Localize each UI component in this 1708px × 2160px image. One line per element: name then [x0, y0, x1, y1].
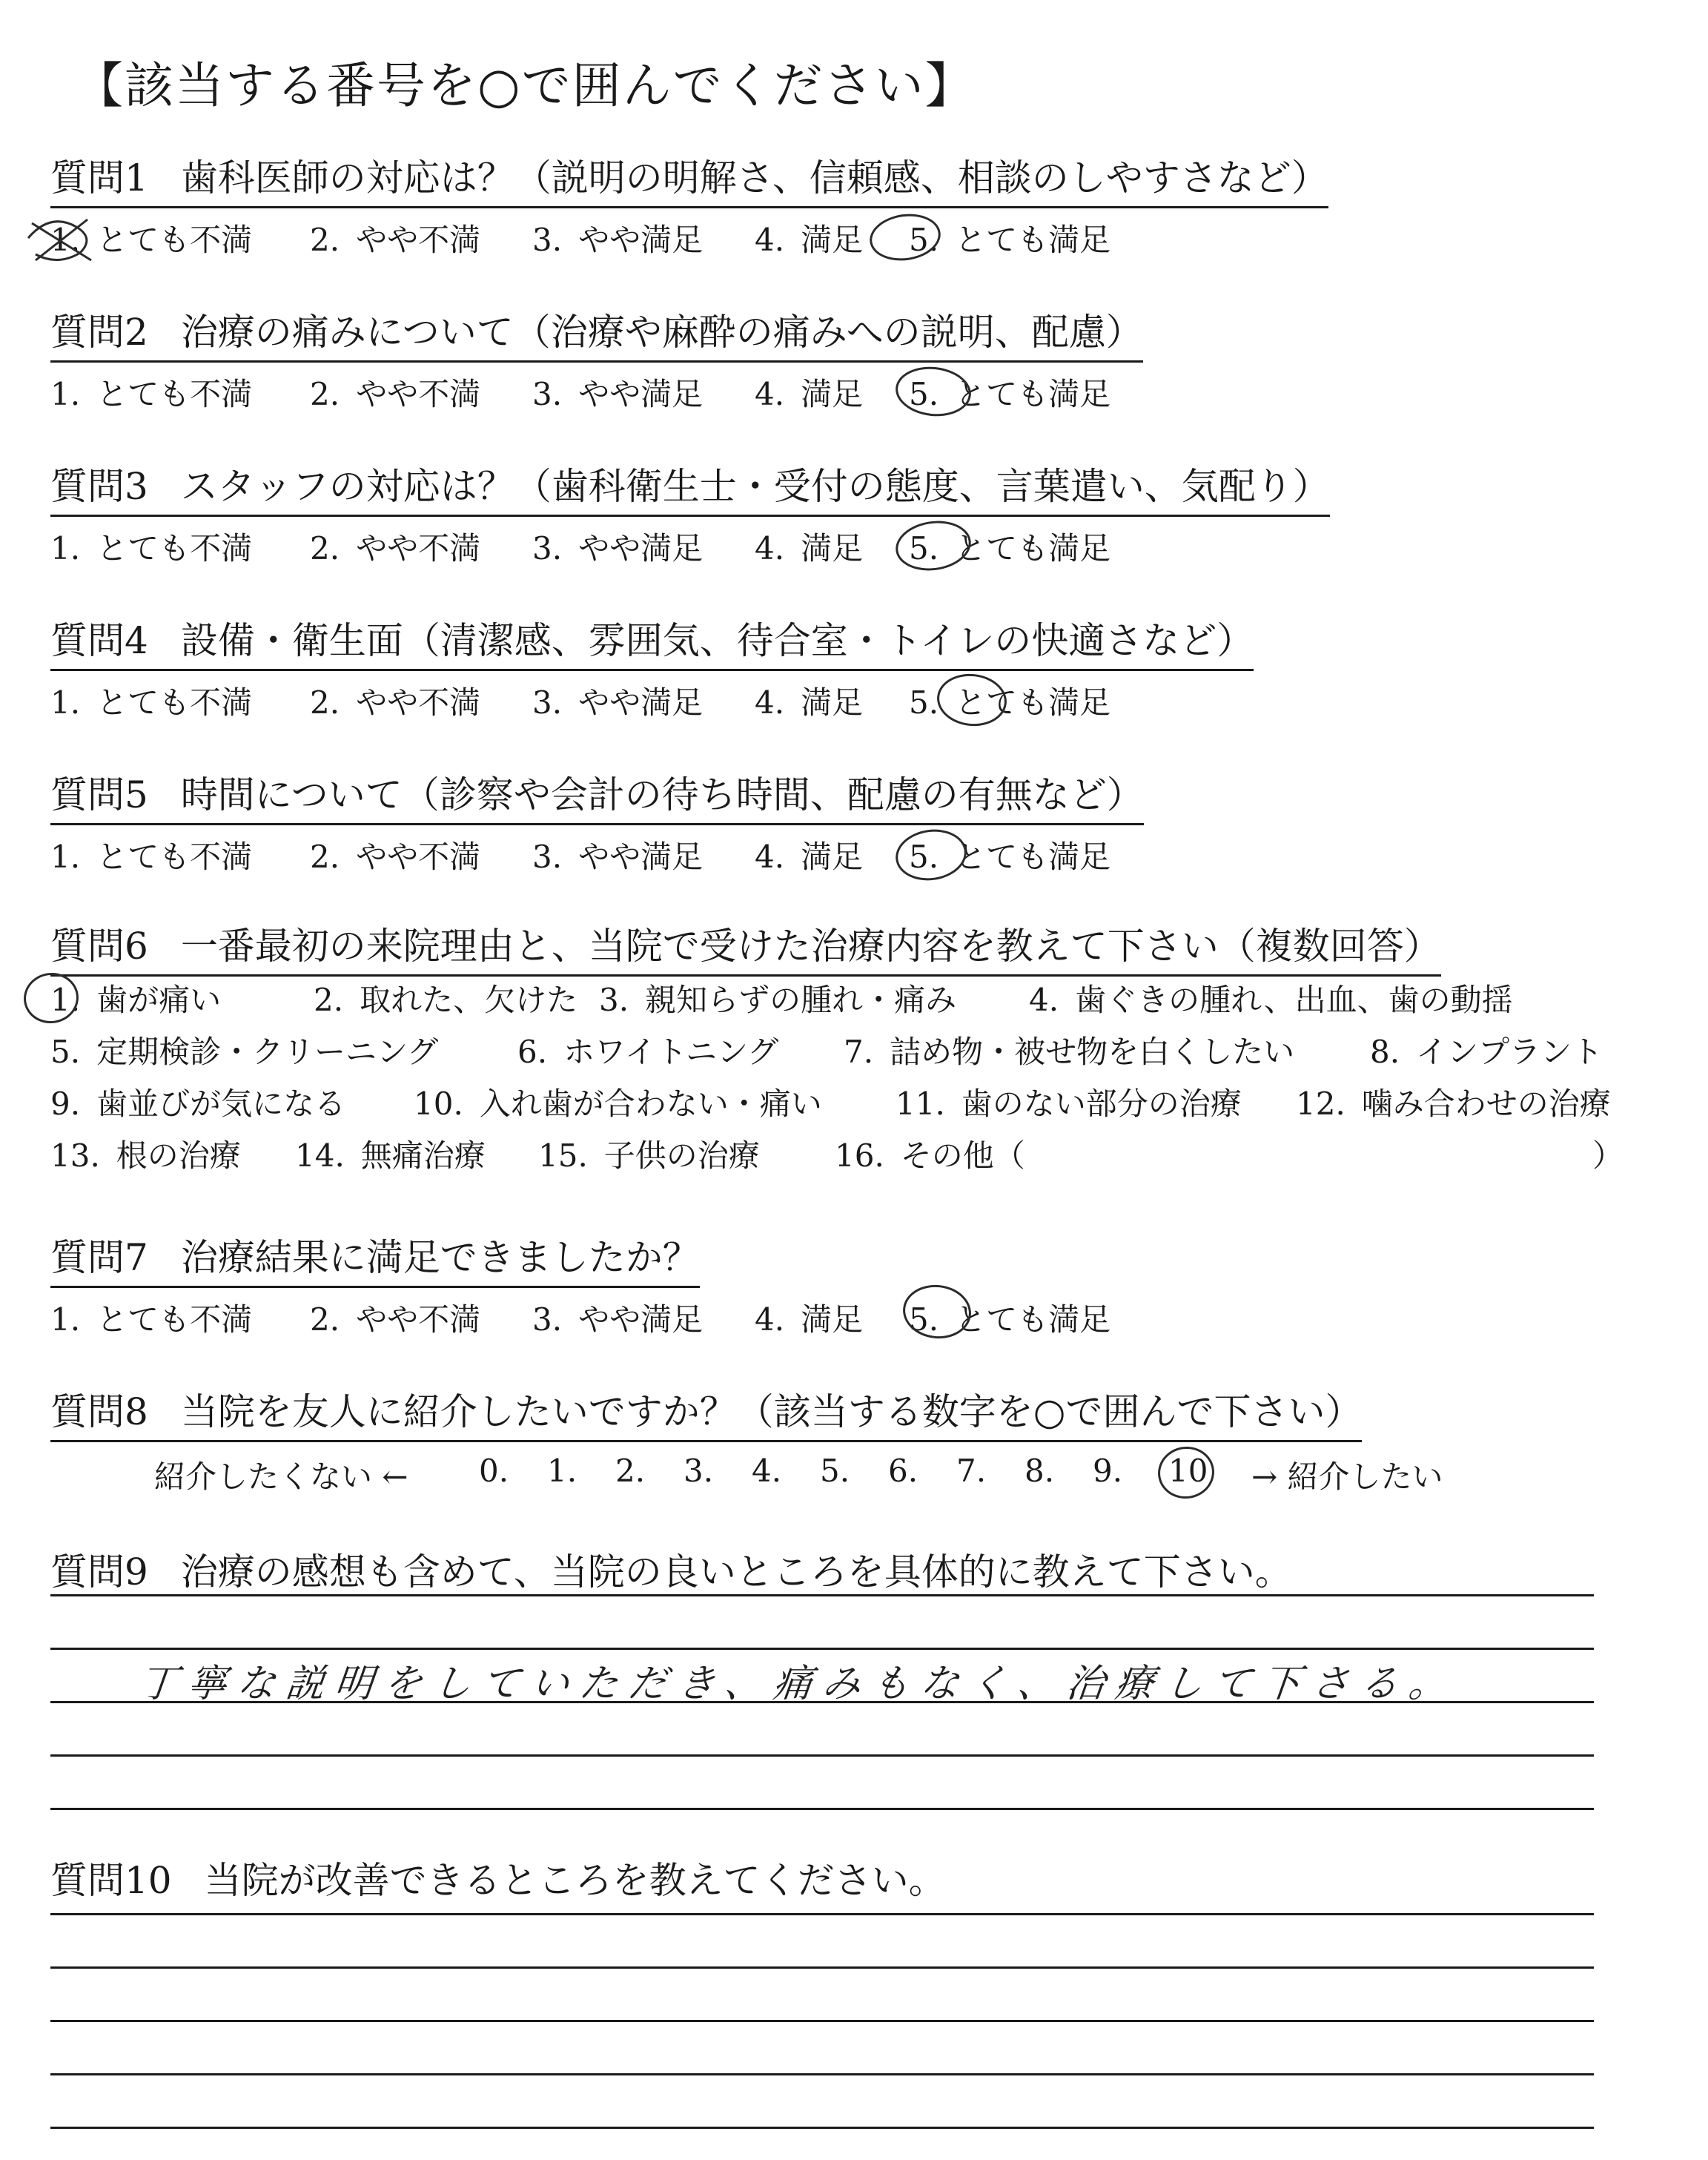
question-6 — [50, 916, 1441, 977]
question-9-text: 治療の感想も含めて、当院の良いところを具体的に教えて下さい。 — [180, 1550, 1292, 1593]
q8-scale-5[interactable]: 5. — [820, 1453, 850, 1489]
q1-option-2[interactable]: 2. やや不満 — [310, 222, 481, 258]
q8-scale-10[interactable]: 10 — [1168, 1453, 1208, 1489]
question-9 — [50, 1542, 1292, 1600]
q6-option-7[interactable]: 7. 詰め物・被せ物を白くしたい — [844, 1034, 1295, 1070]
page-title: 【該当する番号を○で囲んでください】 — [74, 57, 976, 114]
question-3-options — [50, 517, 1330, 570]
question-5-label: 質問5 — [50, 773, 148, 816]
q4-option-3[interactable]: 3. やや満足 — [532, 684, 704, 721]
question-8-text: 当院を友人に紹介したいですか？（該当する数字を○で囲んで下さい） — [180, 1390, 1363, 1433]
q8-scale-4[interactable]: 4. — [752, 1453, 782, 1489]
question-5-title — [50, 765, 1144, 825]
question-4 — [50, 611, 1254, 724]
q5-option-3[interactable]: 3. やや満足 — [532, 839, 704, 875]
ruled-line — [50, 2127, 1594, 2129]
q7-option-2[interactable]: 2. やや不満 — [310, 1301, 481, 1338]
question-7-label: 質問7 — [50, 1236, 148, 1279]
question-5-text: 時間について（診察や会計の待ち時間、配慮の有無など） — [180, 773, 1144, 816]
q5-option-2[interactable]: 2. やや不満 — [310, 839, 481, 875]
question-2-options — [50, 363, 1143, 416]
q7-option-1[interactable]: 1. とても不満 — [50, 1301, 253, 1338]
q5-option-5[interactable]: 5. とても満足 — [909, 839, 1111, 875]
q8-scale-1[interactable]: 1. — [547, 1453, 577, 1489]
q2-option-3[interactable]: 3. やや満足 — [532, 376, 704, 412]
q4-option-2[interactable]: 2. やや不満 — [310, 684, 481, 721]
ruled-line — [50, 1594, 1594, 1596]
question-7-text: 治療結果に満足できましたか？ — [180, 1236, 700, 1279]
question-6-label: 質問6 — [50, 925, 148, 968]
q4-option-4[interactable]: 4. 満足 — [755, 684, 864, 721]
q5-option-1[interactable]: 1. とても不満 — [50, 839, 253, 875]
q1-option-4[interactable]: 4. 満足 — [755, 222, 864, 258]
q8-left-label: 紹介したくない ← — [154, 1459, 408, 1495]
question-1-options — [50, 208, 1328, 262]
question-7-options — [50, 1288, 1111, 1341]
q3-option-1[interactable]: 1. とても不満 — [50, 530, 253, 567]
question-2-title — [50, 303, 1143, 363]
q6-option-2[interactable]: 2. 取れた、欠けた — [314, 982, 578, 1018]
q1-crossout-scribble — [21, 208, 117, 268]
q3-option-3[interactable]: 3. やや満足 — [532, 530, 704, 567]
q6-option-10[interactable]: 10. 入れ歯が合わない・痛い — [414, 1086, 822, 1122]
q6-option-8[interactable]: 8. インプラント — [1370, 1034, 1603, 1070]
q6-option-5[interactable]: 5. 定期検診・クリーニング — [50, 1034, 439, 1070]
q6-option-13[interactable]: 13. 根の治療 — [50, 1137, 241, 1174]
question-1-text: 歯科医師の対応は？（説明の明解さ、信頼感、相談のしやすさなど） — [180, 156, 1328, 199]
q8-scale-8[interactable]: 8. — [1025, 1453, 1055, 1489]
question-5-options — [50, 825, 1144, 879]
q6-option-12[interactable]: 12. 噛み合わせの治療 — [1296, 1086, 1611, 1122]
question-8-title — [50, 1382, 1362, 1442]
q7-option-5[interactable]: 5. とても満足 — [909, 1301, 1111, 1338]
q6-option-11[interactable]: 11. 歯のない部分の治療 — [896, 1086, 1242, 1122]
q8-right-label: → 紹介したい — [1251, 1459, 1443, 1495]
question-8-scale — [50, 1442, 1443, 1499]
q2-option-1[interactable]: 1. とても不満 — [50, 376, 253, 412]
question-4-options — [50, 671, 1254, 724]
q6-option-4[interactable]: 4. 歯ぐきの腫れ、出血、歯の動揺 — [1029, 982, 1513, 1018]
q6-option-1[interactable]: 1. 歯が痛い — [50, 982, 222, 1018]
q6-option-14[interactable]: 14. 無痛治療 — [295, 1137, 486, 1174]
question-3-label: 質問3 — [50, 465, 148, 508]
ruled-line — [50, 1966, 1594, 1969]
q8-scale-6[interactable]: 6. — [888, 1453, 918, 1489]
question-6-text: 一番最初の来院理由と、当院で受けた治療内容を教えて下さい（複数回答） — [180, 925, 1441, 968]
question-2-label: 質問2 — [50, 311, 148, 354]
question-8 — [50, 1382, 1443, 1499]
q9-handwritten-answer: 丁寧な説明をしていただき、痛みもなく、治療して下さる。 — [136, 1662, 1460, 1706]
q2-option-4[interactable]: 4. 満足 — [755, 376, 864, 412]
ruled-line — [50, 1754, 1594, 1757]
question-6-title — [50, 916, 1441, 977]
q3-option-2[interactable]: 2. やや不満 — [310, 530, 481, 567]
question-3-title — [50, 457, 1330, 517]
question-10-label: 質問10 — [50, 1859, 172, 1902]
ruled-line — [50, 2073, 1594, 2075]
question-7-title — [50, 1228, 700, 1288]
question-1 — [50, 148, 1328, 262]
q4-option-1[interactable]: 1. とても不満 — [50, 684, 253, 721]
question-3-text: スタッフの対応は？（歯科衛生士・受付の態度、言葉遣い、気配り） — [180, 465, 1330, 508]
question-10-text: 当院が改善できるところを教えてください。 — [204, 1859, 946, 1902]
q7-option-3[interactable]: 3. やや満足 — [532, 1301, 704, 1338]
question-9-title — [50, 1542, 1292, 1600]
q5-option-4[interactable]: 4. 満足 — [755, 839, 864, 875]
q6-option-3[interactable]: 3. 親知らずの腫れ・痛み — [599, 982, 957, 1018]
question-8-label: 質問8 — [50, 1390, 148, 1433]
question-10-title — [50, 1851, 946, 1909]
question-3 — [50, 457, 1330, 570]
q3-option-4[interactable]: 4. 満足 — [755, 530, 864, 567]
q6-option-6[interactable]: 6. ホワイトニング — [517, 1034, 779, 1070]
question-1-label: 質問1 — [50, 156, 148, 199]
q3-option-5[interactable]: 5. とても満足 — [909, 530, 1111, 567]
question-4-title — [50, 611, 1254, 671]
question-2-text: 治療の痛みについて（治療や麻酔の痛みへの説明、配慮） — [180, 311, 1143, 354]
question-4-text: 設備・衛生面（清潔感、雰囲気、待合室・トイレの快適さなど） — [180, 619, 1254, 662]
q8-scale-0[interactable]: 0. — [479, 1453, 509, 1489]
ruled-line — [50, 1808, 1594, 1810]
question-7 — [50, 1228, 1111, 1341]
q6-option-15[interactable]: 15. 子供の治療 — [538, 1137, 760, 1174]
q1-option-3[interactable]: 3. やや満足 — [532, 222, 704, 258]
ruled-line — [50, 1648, 1594, 1650]
question-2 — [50, 303, 1143, 416]
question-5 — [50, 765, 1144, 879]
q7-option-4[interactable]: 4. 満足 — [755, 1301, 864, 1338]
q6-option-16[interactable]: 16. その他（ — [835, 1137, 1025, 1174]
q1-option-5[interactable]: 5. とても満足 — [909, 222, 1111, 258]
q8-scale-9[interactable]: 9. — [1093, 1453, 1123, 1489]
q2-option-5[interactable]: 5. とても満足 — [909, 376, 1111, 412]
q6-other-close-paren: ） — [1592, 1137, 1624, 1174]
question-4-label: 質問4 — [50, 619, 148, 662]
ruled-line — [50, 1913, 1594, 1915]
q8-scale-3[interactable]: 3. — [683, 1453, 714, 1489]
question-1-title — [50, 148, 1328, 208]
question-10 — [50, 1851, 946, 1909]
q2-option-2[interactable]: 2. やや不満 — [310, 376, 481, 412]
ruled-line — [50, 2020, 1594, 2022]
q8-scale-2[interactable]: 2. — [615, 1453, 646, 1489]
question-9-label: 質問9 — [50, 1550, 148, 1593]
q6-option-9[interactable]: 9. 歯並びが気になる — [50, 1086, 346, 1122]
q1-option-1[interactable]: 1. とても不満 — [50, 222, 253, 258]
q8-scale-7[interactable]: 7. — [956, 1453, 987, 1489]
q4-option-5[interactable]: 5. とても満足 — [909, 684, 1111, 721]
